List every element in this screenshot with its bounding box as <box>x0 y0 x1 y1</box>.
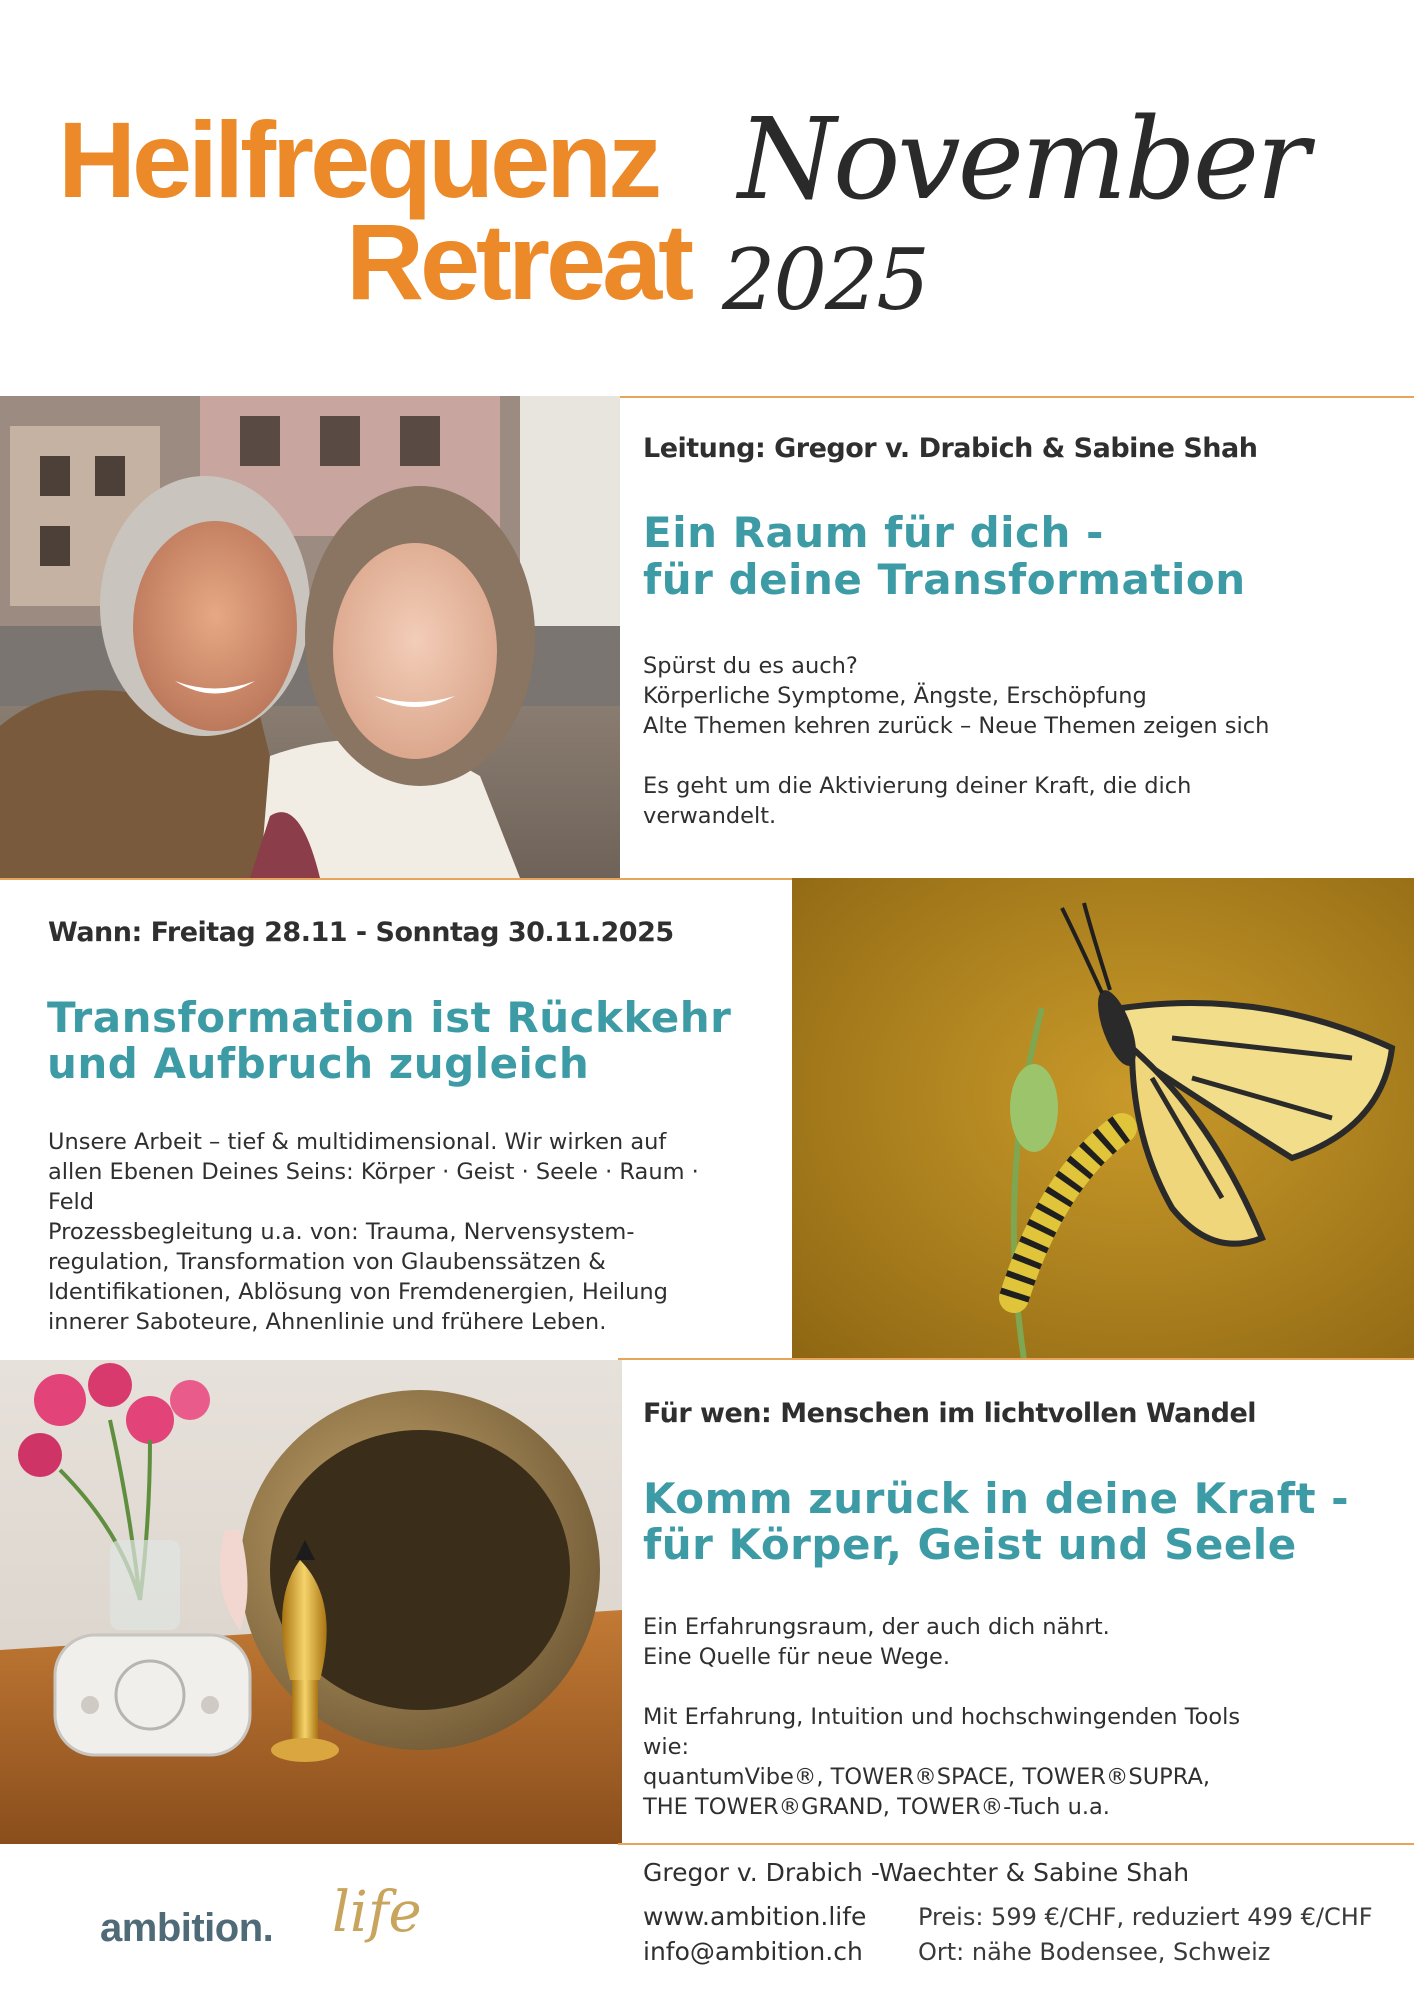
footer-price: Preis: 599 €/CHF, reduziert 499 €/CHF <box>918 1903 1373 1931</box>
divider-lower <box>618 1358 1414 1360</box>
section2-body-line: allen Ebenen Deines Seins: Körper · Geist · Seele · Raum · <box>48 1159 699 1185</box>
section3-body-line: THE TOWER®GRAND, TOWER®-Tuch u.a. <box>643 1794 1110 1820</box>
section2-body-line: innerer Saboteure, Ahnenlinie und frühere Leben. <box>48 1309 607 1335</box>
section3-headline-line2: für Körper, Geist und Seele <box>643 1520 1297 1569</box>
section1-body-line: Es geht um die Aktivierung deiner Kraft, die dich <box>643 773 1192 799</box>
section2-body-line: Unsere Arbeit – tief & multidimensional. Wir wirken auf <box>48 1129 667 1155</box>
title-heilfrequenz: Heilfrequenz <box>58 99 659 220</box>
section2-meta: Wann: Freitag 28.11 - Sonntag 30.11.2025 <box>48 917 674 948</box>
section3-body-line: wie: <box>643 1734 690 1760</box>
butterfly-photo <box>792 878 1414 1360</box>
section3-body-line: Mit Erfahrung, Intuition und hochschwingenden Tools <box>643 1704 1241 1730</box>
section2-headline-line1: Transformation ist Rückkehr <box>47 993 732 1042</box>
section3-body-line: Ein Erfahrungsraum, der auch dich nährt. <box>643 1614 1110 1640</box>
divider-footer <box>618 1843 1414 1845</box>
section1-body-line: Spürst du es auch? <box>643 653 858 679</box>
logo-wordmark: ambition. <box>100 1906 274 1950</box>
section2-body-line: regulation, Transformation von Glaubenssätzen & <box>48 1249 606 1275</box>
logo-script: life <box>332 1880 422 1945</box>
ambition-logo <box>100 1880 440 1960</box>
footer-email[interactable]: info@ambition.ch <box>643 1937 863 1966</box>
section2-body-line: Identifikationen, Ablösung von Fremdenergien, Heilung <box>48 1279 668 1305</box>
section3-meta: Für wen: Menschen im lichtvollen Wandel <box>643 1398 1257 1429</box>
footer-names: Gregor v. Drabich -Waechter & Sabine Shah <box>643 1858 1190 1887</box>
section2-body-line: Feld <box>48 1189 95 1215</box>
script-year: 2025 <box>722 231 928 329</box>
section3-body-line: Eine Quelle für neue Wege. <box>643 1644 951 1670</box>
section3-body <box>643 1612 1403 1822</box>
section2-body-line: Prozessbegleitung u.a. von: Trauma, Nervensystem- <box>48 1219 635 1245</box>
section1-meta: Leitung: Gregor v. Drabich & Sabine Shah <box>643 433 1258 464</box>
script-month: November <box>738 95 1307 225</box>
couple-photo <box>0 396 620 878</box>
divider-middle <box>0 878 794 880</box>
section1-body-line: Körperliche Symptome, Ängste, Erschöpfung <box>643 683 1147 709</box>
title-retreat: Retreat <box>346 201 691 322</box>
section1-headline-line1: Ein Raum für dich - <box>643 508 1104 557</box>
section1-headline-line2: für deine Transformation <box>643 555 1246 604</box>
divider-top <box>618 396 1414 398</box>
section1-body-line: Alte Themen kehren zurück – Neue Themen zeigen sich <box>643 713 1270 739</box>
section3-body-line: quantumVibe®, TOWER®SPACE, TOWER®SUPRA, <box>643 1764 1210 1790</box>
section1-body <box>643 651 1403 831</box>
footer-website[interactable]: www.ambition.life <box>643 1902 867 1931</box>
footer-location: Ort: nähe Bodensee, Schweiz <box>918 1938 1271 1966</box>
section1-body-line <box>643 741 1403 771</box>
section2-body <box>48 1127 778 1337</box>
section2-headline-line2: und Aufbruch zugleich <box>47 1039 590 1088</box>
tools-photo <box>0 1360 622 1844</box>
section1-body-line: verwandelt. <box>643 803 777 829</box>
section3-body-line <box>643 1672 1403 1702</box>
section3-headline-line1: Komm zurück in deine Kraft - <box>643 1474 1350 1523</box>
